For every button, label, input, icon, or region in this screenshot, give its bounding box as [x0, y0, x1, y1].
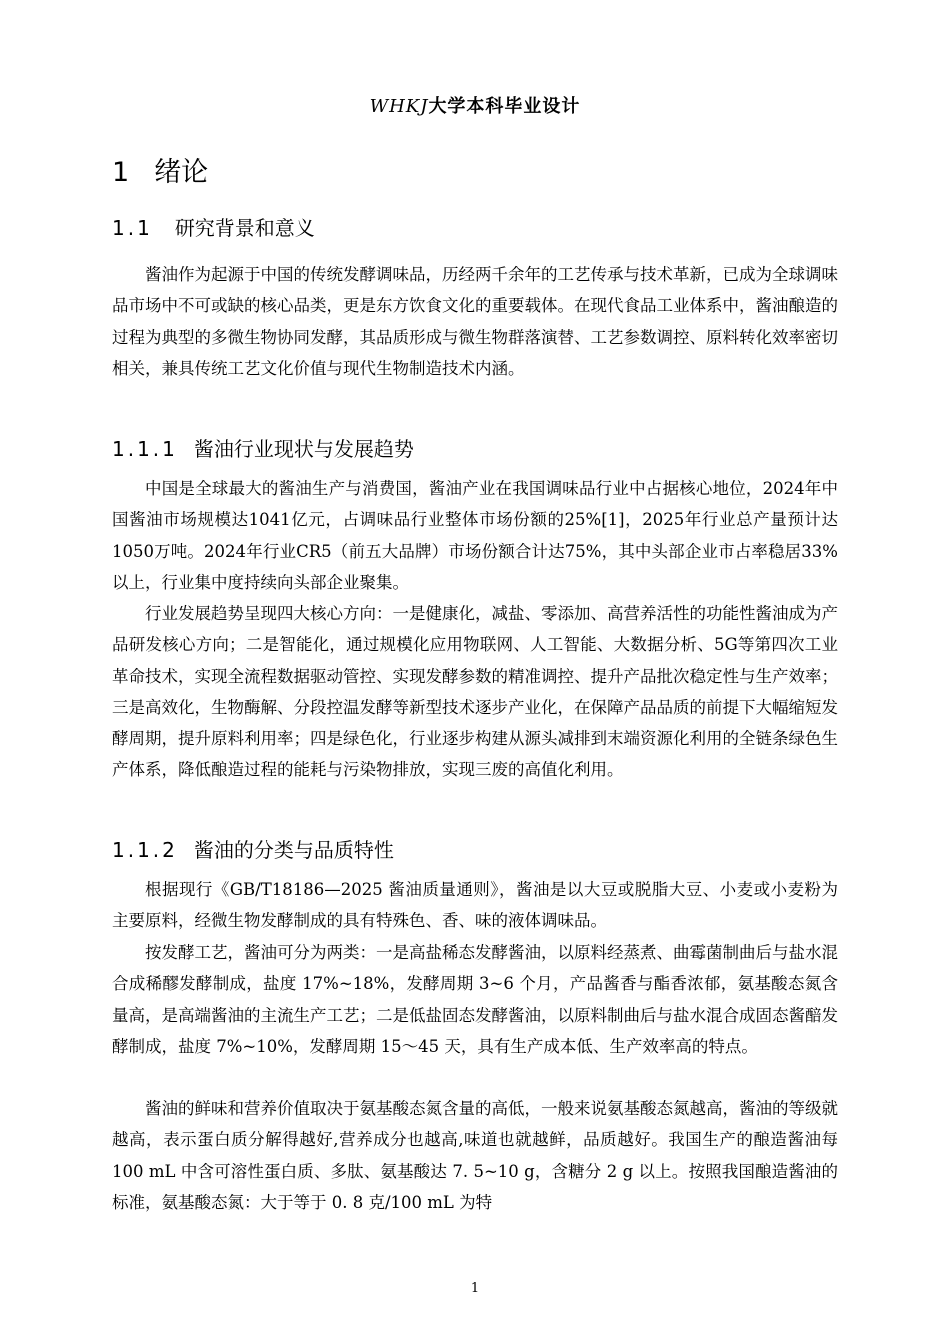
page-number: 1	[470, 1281, 480, 1296]
section-heading	[112, 212, 315, 241]
section-number: 1.1	[112, 216, 153, 240]
header-latin: WHKJ	[369, 96, 429, 117]
section-title: 研究背景和意义	[174, 216, 315, 240]
section-number: 1.1.2	[112, 838, 178, 862]
chapter-heading	[112, 150, 208, 189]
paragraph: 行业发展趋势呈现四大核心方向：一是健康化，减盐、零添加、高营养活性的功能性酱油成为产品研发核心方向；二是智能化，通过规模化应用物联网、人工智能、大数据分析、5G等第四次工业革命技术，实现全流程数据驱动管控、实现发酵参数的精准调控、提升产品批次稳定性与生产效率；三是高效化，生物酶解、分段控温发酵等新型技术逐步产业化，在保障产品品质的前提下大幅缩短发酵周期，提升原料利用率；四是绿色化，行业逐步构建从源头减排到末端资源化利用的全链条绿色生产体系，降低酿造过程的能耗与污染物排放，实现三废的高值化利用。	[112, 604, 838, 780]
paragraph: 按发酵工艺，酱油可分为两类：一是高盐稀态发酵酱油，以原料经蒸煮、曲霉菌制曲后与盐水混合成稀醪发酵制成，盐度 17%~18%，发酵周期 3~6 个月，产品酱香与酯香浓郁，氨基酸态氮含量高，是高端酱油的主流生产工艺；二是低盐固态发酵酱油，以原料制曲后与盐水混合成固态酱醅发酵制成，盐度 7%~10%，发酵周期 15～45 天，具有生产成本低、生产效率高的特点。	[112, 943, 838, 1056]
paragraph: 酱油作为起源于中国的传统发酵调味品，历经两千余年的工艺传承与技术革新，已成为全球调味品市场中不可或缺的核心品类，更是东方饮食文化的重要载体。在现代食品工业体系中，酱油酿造的过程为典型的多微生物协同发酵，其品质形成与微生物群落演替、工艺参数调控、原料转化效率密切相关，兼具传统工艺文化价值与现代生物制造技术内涵。	[112, 265, 838, 378]
chapter-number: 1	[112, 157, 133, 188]
section-number: 1.1.1	[112, 437, 178, 461]
chapter-title: 绪论	[154, 157, 209, 188]
header-title: 大学本科毕业设计	[428, 96, 581, 117]
section-title: 酱油的分类与品质特性	[193, 838, 394, 862]
section-heading	[112, 433, 414, 462]
section-heading	[112, 834, 394, 863]
paragraph: 中国是全球最大的酱油生产与消费国，酱油产业在我国调味品行业中占据核心地位，2024年中国酱油市场规模达1041亿元，占调味品行业整体市场份额的25%[1]，2025年行业总产量预计达1050万吨。2024年行业CR5（前五大品牌）市场份额合计达75%，其中头部企业市占率稳居33%以上，行业集中度持续向头部企业聚集。	[112, 479, 838, 592]
section-title: 酱油行业现状与发展趋势	[193, 437, 414, 461]
paragraph: 酱油的鲜味和营养价值取决于氨基酸态氮含量的高低，一般来说氨基酸态氮越高，酱油的等级就越高，表示蛋白质分解得越好,营养成分也越高,味道也就越鲜，品质越好。我国生产的酿造酱油每 100 mL 中含可溶性蛋白质、多肽、氨基酸达 7. 5~10 g，含糖分 2 g 以上。按照我国酿造酱油的标准，氨基酸态氮：大于等于 0. 8 克/100 mL 为特	[112, 1099, 838, 1212]
paragraph: 根据现行《GB/T18186—2025 酱油质量通则》，酱油是以大豆或脱脂大豆、小麦或小麦粉为主要原料，经微生物发酵制成的具有特殊色、香、味的液体调味品。	[112, 880, 838, 931]
running-header	[0, 92, 950, 118]
